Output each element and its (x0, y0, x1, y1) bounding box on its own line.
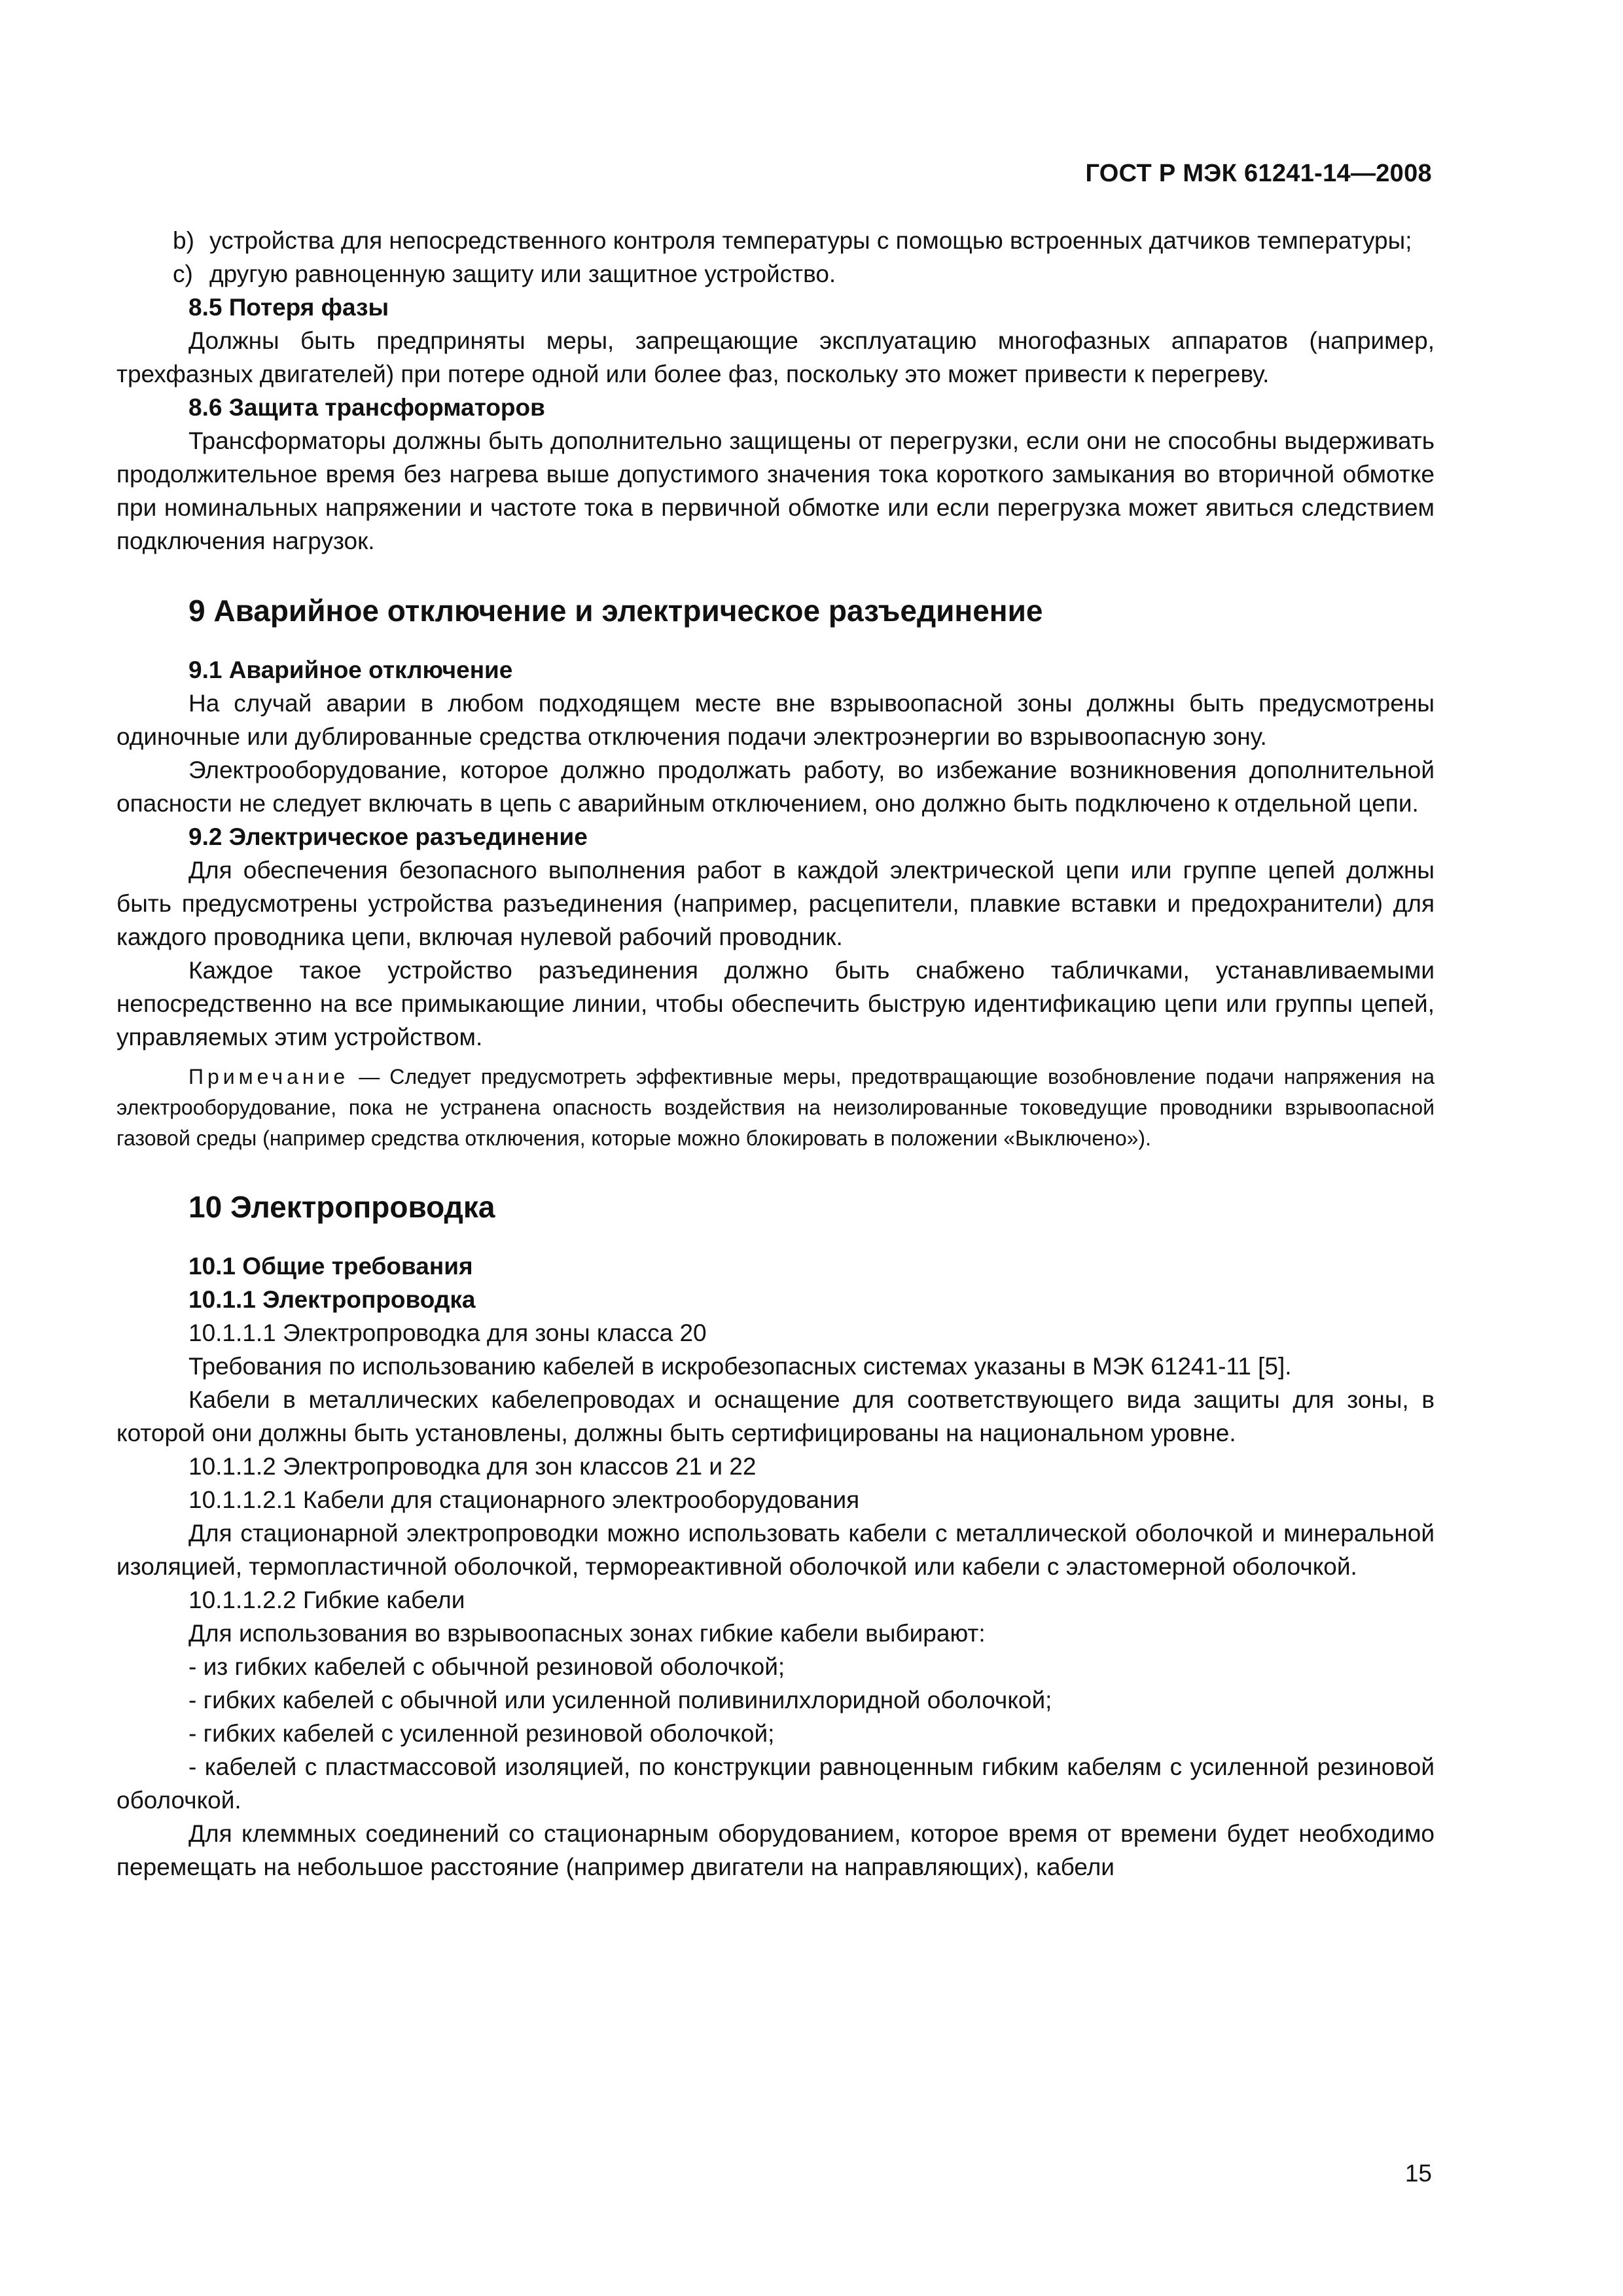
dash-item: - из гибких кабелей с обычной резиновой оболочкой; (188, 1653, 785, 1680)
section-10-1-1-title: 10.1.1 Электропроводка (188, 1286, 476, 1313)
document-header: ГОСТ Р МЭК 61241-14—2008 (1085, 160, 1432, 187)
clause-title: 10.1.1.2.2 Гибкие кабели (188, 1587, 465, 1613)
section-9-1-title: 9.1 Аварийное отключение (188, 656, 513, 683)
page-number: 15 (1404, 2160, 1432, 2187)
list-item-b (116, 224, 1435, 257)
paragraph: Трансформаторы должны быть дополнительно защищены от перегрузки, если они не способны выдерживать продолжительное время без нагрева выше допустимого значения тока короткого замыкания во вторичной обмотке при номинальных напряжении и частоте тока в первичной обмотке или если перегрузка может явиться следствием подключения нагрузок. (116, 427, 1435, 554)
dash-item: - кабелей с пластмассовой изоляцией, по конструкции равноценным гибким кабелям с усиленной резиновой оболочкой. (116, 1753, 1435, 1814)
section-8-6-title: 8.6 Защита трансформаторов (188, 394, 545, 421)
list-item-c (116, 257, 1435, 291)
list-text: устройства для непосредственного контроля температуры с помощью встроенных датчиков температуры; (209, 227, 1412, 254)
paragraph: Для клеммных соединений со стационарным оборудованием, которое время от времени будет необходимо перемещать на небольшое расстояние (например двигатели на направляющих), кабели (116, 1820, 1435, 1880)
dash-item: - гибких кабелей с обычной или усиленной поливинилхлоридной оболочкой; (188, 1687, 1052, 1713)
list-marker: c) (173, 260, 193, 287)
paragraph: Каждое такое устройство разъединения должно быть снабжено табличками, устанавливаемыми непосредственно на все примыкающие линии, чтобы обеспечить быструю идентификацию цепи или группы цепей, управляемых этим устройством. (116, 957, 1435, 1050)
paragraph: Для стационарной электропроводки можно использовать кабели с металлической оболочкой и минеральной изоляцией, термопластичной оболочкой, термореактивной оболочкой или кабели с эластомерной оболочкой. (116, 1520, 1435, 1580)
clause-title: 10.1.1.2 Электропроводка для зон классов 21 и 22 (188, 1453, 757, 1480)
paragraph: Требования по использованию кабелей в искробезопасных системах указаны в МЭК 61241-11 [5]. (188, 1353, 1292, 1380)
clause-title: 10.1.1.1 Электропроводка для зоны класса 20 (188, 1319, 707, 1346)
list-marker: b) (173, 227, 194, 254)
paragraph: На случай аварии в любом подходящем месте вне взрывоопасной зоны должны быть предусмотрены одиночные или дублированные средства отключения подачи электроэнергии во взрывоопасную зону. (116, 690, 1435, 750)
note-text: — Следует предусмотреть эффективные меры, предотвращающие возобновление подачи напряжения на электрооборудование, пока не устранена опасность воздействия на неизолированные токоведущие проводники взрывоопасной газовой среды (например средства отключения, которые можно блокировать в положении «Выключено»). (116, 1065, 1435, 1150)
list-text: другую равноценную защиту или защитное устройство. (209, 260, 836, 287)
paragraph: Должны быть предприняты меры, запрещающие эксплуатацию многофазных аппаратов (например, трехфазных двигателей) при потере одной или более фаз, поскольку это может привести к перегреву. (116, 327, 1435, 387)
paragraph: Электрооборудование, которое должно продолжать работу, во избежание возникновения дополнительной опасности не следует включать в цепь с аварийным отключением, оно должно быть подключено к отдельной цепи. (116, 757, 1435, 817)
section-8-5-title: 8.5 Потеря фазы (188, 294, 389, 321)
clause-title: 10.1.1.2.1 Кабели для стационарного электрооборудования (188, 1486, 860, 1513)
note-label: Примечание (188, 1065, 349, 1088)
paragraph: Для использования во взрывоопасных зонах гибкие кабели выбирают: (188, 1620, 986, 1647)
page-content (116, 224, 1435, 1884)
dash-item: - гибких кабелей с усиленной резиновой оболочкой; (188, 1720, 775, 1747)
paragraph: Для обеспечения безопасного выполнения работ в каждой электрической цепи или группе цепей должны быть предусмотрены устройства разъединения (например, расцепители, плавкие вставки и предохранители) для каждого проводника цепи, включая нулевой рабочий проводник. (116, 857, 1435, 950)
note (116, 1062, 1435, 1154)
section-10-1-title: 10.1 Общие требования (188, 1253, 473, 1280)
paragraph: Кабели в металлических кабелепроводах и оснащение для соответствующего вида защиты для зоны, в которой они должны быть установлены, должны быть сертифицированы на национальном уровне. (116, 1386, 1435, 1446)
section-10-heading: 10 Электропроводка (188, 1190, 495, 1224)
section-9-2-title: 9.2 Электрическое разъединение (188, 823, 588, 850)
section-9-heading: 9 Аварийное отключение и электрическое разъединение (188, 594, 1043, 628)
